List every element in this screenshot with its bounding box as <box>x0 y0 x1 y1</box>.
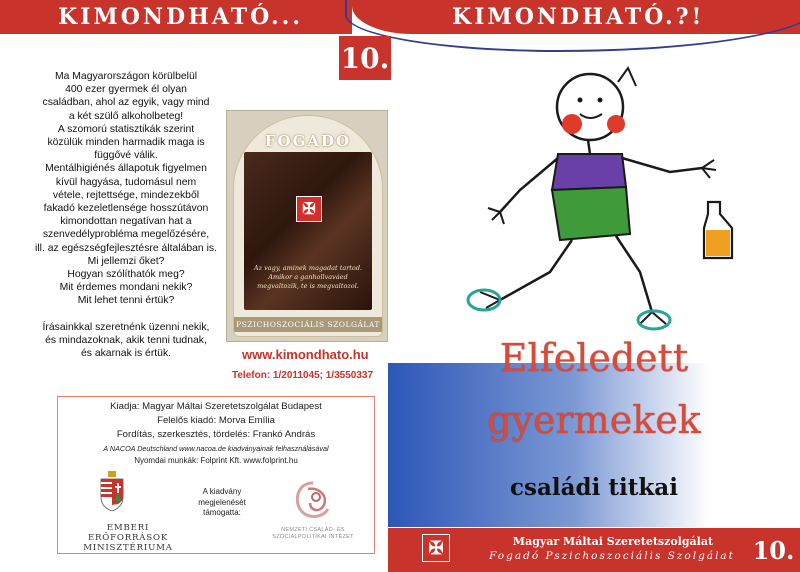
intro-line: fakadó kezeletlensége hosszútávon <box>43 203 209 215</box>
header-left-bar <box>0 0 352 34</box>
intro-line: Mi jellemzi őket? <box>87 255 165 267</box>
footer-org: Magyar Máltai Szeretetszolgálat <box>512 535 714 548</box>
header-right-title: KIMONDHATÓ.?! <box>452 4 705 30</box>
intro-line: A szomorú statisztikák szerint <box>57 123 195 135</box>
intro-line: közülük minden harmadik maga is <box>47 137 205 149</box>
intro-text <box>28 70 224 360</box>
cover-gradient-panel <box>388 363 800 527</box>
intro-line: és akarnak is értük. <box>80 348 172 360</box>
maltese-cross-icon: ✠ <box>296 196 322 222</box>
imprint-printing: Nyomdai munkák: Folprint Kft. www.folprint.hu <box>134 456 298 465</box>
child-drawing-illustration <box>440 62 766 334</box>
imprint-source: A NACOA Deutschland www.nacoa.de kiadványainak felhasználásával <box>103 444 329 453</box>
logo-motto: Az vagy, aminek magadat tartod. Amikor a ganhollvaváed megvaltozik, te is megvaltozol. <box>253 264 363 290</box>
header-left-title: KIMONDHATÓ... <box>58 4 303 30</box>
maltese-cross-icon: ✠ <box>422 534 450 562</box>
cover-title-line2: gyermekek <box>487 398 701 442</box>
intro-line: 400 ezer gyermek él olyan <box>65 84 187 96</box>
intro-gap <box>28 308 224 321</box>
intro-line: szenvedélyprobléma megelőzésére, <box>42 229 210 241</box>
phone-numbers: Telefon: 1/2011045; 1/3550337 <box>232 370 374 381</box>
intro-line: Ma Magyarországon körülbelül <box>54 71 198 82</box>
institute-name: NEMZETI CSALÁD- ÉS SZOCIÁLPOLITIKAI INTÉZET <box>272 527 354 540</box>
intro-line: Hogyan szólíthatók meg? <box>67 269 185 281</box>
intro-line: Mit érdemes mondani nekik? <box>59 282 193 294</box>
support-text: A kiadvány megjelenését támogatta: <box>198 487 246 517</box>
logo-title: FOGADÓ <box>264 132 352 150</box>
imprint-publisher: Kiadja: Magyar Máltai Szeretetszolgálat Budapest <box>110 401 322 412</box>
nszi-logo-icon <box>288 479 338 521</box>
cover-title-line1: Elfeledett <box>499 336 689 380</box>
intro-line: családban, ahol az egyik, vagy mind <box>42 97 210 109</box>
logo-door <box>244 152 372 310</box>
intro-line: és mindazoknak, akik tenni tudnak, <box>45 334 207 346</box>
logo-arch <box>233 115 383 337</box>
imprint-box <box>57 396 375 554</box>
cover-subtitle: családi titkai <box>510 474 678 501</box>
header-right-bar <box>352 0 800 34</box>
hungarian-crest-icon <box>98 471 126 511</box>
intro-line: vétele, rejtettsége, mindezekből <box>52 189 200 201</box>
intro-line: függővé válik. <box>94 150 158 162</box>
fogado-logo-card <box>226 110 388 342</box>
intro-line: Mit lehet tenni értük? <box>77 295 175 307</box>
ministry-name: EMBERI ERŐFORRÁSOK MINISZTÉRIUMA <box>83 523 173 553</box>
intro-line: Írásainkkal szeretnénk üzenni nekik, <box>42 321 210 333</box>
intro-line: Mentálhigiénés állapotuk figyelmen <box>45 163 207 175</box>
issue-number-badge: 10. <box>339 36 391 80</box>
intro-line: kívül hagyása, tudomásul nem <box>55 176 197 188</box>
logo-bottom-label: PSZICHOSZOCIÁLIS SZOLGÁLAT <box>234 317 382 332</box>
footer-bar <box>388 528 800 572</box>
footer-issue-number-badge: 10. <box>751 531 796 569</box>
footer-service: Fogadó Pszichoszociális Szolgálat <box>489 550 735 562</box>
website-link[interactable]: www.kimondhato.hu <box>242 347 369 362</box>
intro-line: a két szülő alkoholbeteg! <box>68 110 184 122</box>
imprint-editors: Fordítás, szerkesztés, tördelés: Frankó András <box>116 429 316 440</box>
intro-line: ill. az egészségfejlesztésre általában is. <box>35 242 217 254</box>
intro-line: kimondottan negatívan hat a <box>60 216 192 228</box>
imprint-responsible: Felelős kiadó: Morva Emília <box>157 415 275 426</box>
